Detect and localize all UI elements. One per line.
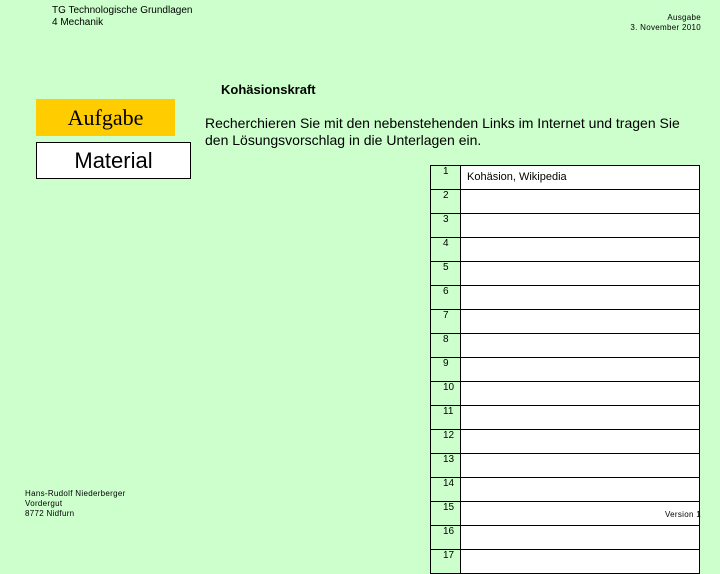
link-number: 14 [431, 478, 461, 502]
link-row [431, 502, 700, 526]
link-number: 2 [431, 190, 461, 214]
link-row [431, 478, 700, 502]
edition-label: Ausgabe [667, 13, 701, 22]
course-header [52, 5, 192, 29]
link-table [430, 165, 700, 574]
link-empty-cell [461, 478, 700, 502]
link-number: 10 [431, 382, 461, 406]
link-number: 9 [431, 358, 461, 382]
material-button[interactable]: Material [36, 142, 191, 179]
version-label: Version 1 [664, 510, 701, 519]
link-row [431, 382, 700, 406]
link-empty-cell [461, 502, 700, 526]
edition-date: 3. November 2010 [630, 23, 701, 32]
link-number: 3 [431, 214, 461, 238]
page-title: Kohäsionskraft [221, 82, 316, 97]
link-empty-cell [461, 430, 700, 454]
link-row [431, 526, 700, 550]
link-number: 13 [431, 454, 461, 478]
link-row [431, 238, 700, 262]
link-row [431, 334, 700, 358]
link-number: 6 [431, 286, 461, 310]
link-item[interactable]: Kohäsion, Wikipedia [461, 166, 700, 190]
aufgabe-button[interactable]: Aufgabe [36, 99, 175, 136]
course-chapter: 4 Mechanik [52, 17, 104, 28]
link-number: 5 [431, 262, 461, 286]
link-number: 8 [431, 334, 461, 358]
link-empty-cell [461, 406, 700, 430]
link-empty-cell [461, 190, 700, 214]
author-info [25, 489, 126, 519]
link-number: 1 [431, 166, 461, 190]
link-number: 7 [431, 310, 461, 334]
link-empty-cell [461, 358, 700, 382]
link-empty-cell [461, 526, 700, 550]
link-empty-cell [461, 286, 700, 310]
author-street: Vordergut [25, 499, 63, 508]
link-row [431, 214, 700, 238]
link-empty-cell [461, 214, 700, 238]
link-row [431, 358, 700, 382]
link-number: 4 [431, 238, 461, 262]
link-empty-cell [461, 262, 700, 286]
link-row [431, 166, 700, 190]
task-instructions: Recherchieren Sie mit den nebenstehenden Links im Internet und tragen Sie den Lösungsvorschlag in die Unterlagen ein. [205, 115, 680, 148]
link-empty-cell [461, 310, 700, 334]
author-name: Hans-Rudolf Niederberger [25, 489, 126, 498]
link-number: 11 [431, 406, 461, 430]
link-empty-cell [461, 454, 700, 478]
author-city: 8772 Nidfurn [25, 509, 75, 518]
link-empty-cell [461, 334, 700, 358]
link-empty-cell [461, 382, 700, 406]
link-number: 12 [431, 430, 461, 454]
link-number: 16 [431, 526, 461, 550]
link-row [431, 190, 700, 214]
link-number: 15 [431, 502, 461, 526]
link-row [431, 430, 700, 454]
course-title: TG Technologische Grundlagen [52, 5, 193, 16]
link-row [431, 406, 700, 430]
edition-header [630, 13, 701, 33]
link-row [431, 310, 700, 334]
link-empty-cell [461, 238, 700, 262]
link-row [431, 550, 700, 574]
link-number: 17 [431, 550, 461, 574]
link-row [431, 262, 700, 286]
link-empty-cell [461, 550, 700, 574]
link-row [431, 454, 700, 478]
link-row [431, 286, 700, 310]
